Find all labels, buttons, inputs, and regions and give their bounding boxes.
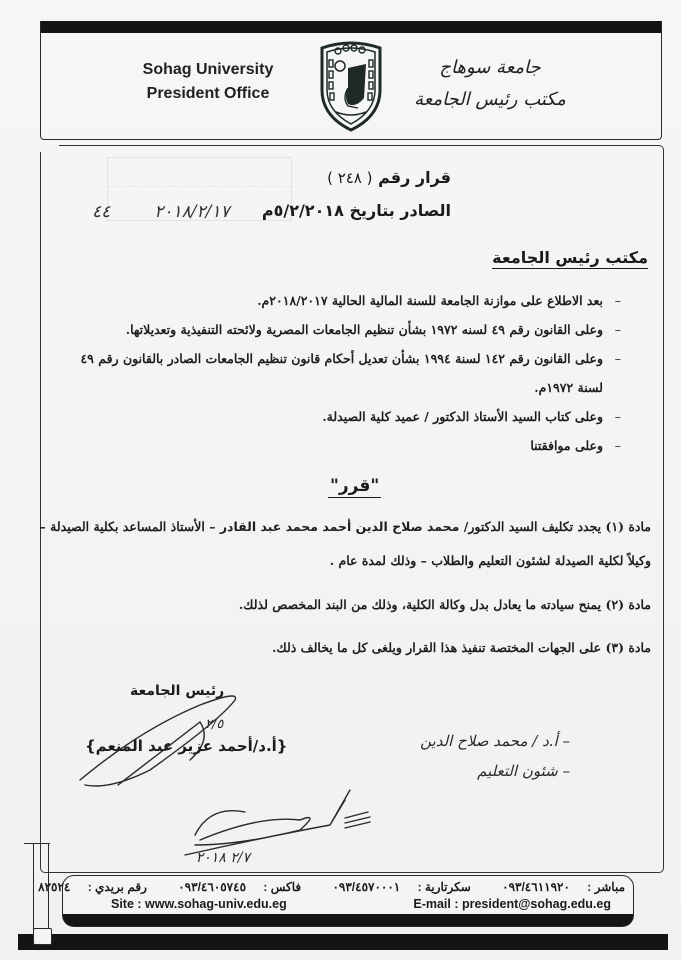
signer-title: رئيس الجامعة [130, 683, 225, 699]
article-2: مادة (٢) يمنح سيادته ما يعادل بدل وكالة الكلية، وذلك من البند المخصص لذلك. [238, 597, 651, 612]
contact-footer [38, 875, 634, 927]
article-1-suffix: – الأستاذ المساعد بكلية الصيدلة – وكيلاً لكلية الصيدلة لشئون التعليم والطلاب – وذلك لمدة عام . [39, 519, 651, 568]
signature-date-mark: ٢/٥ [205, 717, 224, 732]
second-signature-date: ٢/٧ ٢٠١٨ [195, 850, 250, 866]
issue-date-line [262, 201, 451, 220]
website-link[interactable]: Site : www.sohag-univ.edu.eg [111, 897, 287, 911]
preamble-item: – وعلى القانون رقم ١٤٢ لسنة ١٩٩٤ بشأن تعديل أحكام قانون تنظيم الجامعات الصادر بالقانون رقم ٤٩ لسنة ١٩٧٢م. [61, 344, 621, 402]
university-crest-icon [316, 38, 386, 132]
office-name-ar: مكتب رئيس الجامعة [414, 89, 566, 110]
university-name-ar: جامعة سوهاج [439, 57, 541, 78]
handwritten-note-line: – أ.د / محمد صلاح الدين [420, 732, 570, 750]
university-name-en: Sohag University [142, 61, 274, 78]
phone-line [38, 880, 625, 894]
handwritten-ref-date: ٢٠١٨/٢/١٧ [154, 202, 230, 222]
handwritten-reference [92, 202, 230, 222]
secretary-phone: سكرتارية : ٠٩٣/٤٥٧٠٠٠١ [332, 880, 471, 894]
preamble-list [61, 286, 621, 460]
letterhead-english [128, 58, 288, 106]
decision-title [327, 168, 451, 187]
handwritten-note [380, 726, 570, 786]
preamble-item: – وعلى كتاب السيد الأستاذ الدكتور / عميد كلية الصيدلة. [61, 402, 621, 431]
footer-bottom-bar [18, 934, 668, 950]
email-link[interactable]: E-mail : president@sohag.edu.eg [413, 897, 611, 911]
preamble-item: – بعد الاطلاع على موازنة الجامعة للسنة المالية الحالية ٢٠١٨/٢٠١٧م. [61, 286, 621, 315]
fax-number: فاكس : ٠٩٣/٤٦٠٥٧٤٥ [178, 880, 302, 894]
articles [31, 510, 651, 665]
article-3: مادة (٣) على الجهات المختصة تنفيذ هذا القرار ويلغى كل ما يخالف ذلك. [272, 640, 651, 655]
web-line [111, 897, 611, 911]
preamble-item: – وعلى القانون رقم ٤٩ لسنه ١٩٧٢ بشأن تنظيم الجامعات المصرية ولائحته التنفيذية وتعديلاتها. [61, 315, 621, 344]
decision-title-label: قرار رقم [378, 168, 451, 187]
handwritten-ref-code: ٤٤ [92, 202, 111, 222]
office-heading: مكتب رئيس الجامعة [492, 248, 648, 267]
handwritten-note-line: – شئون التعليم [477, 762, 570, 780]
postal-code: رقم بريدي : ٨٢٥٢٤ [38, 880, 147, 894]
footer-shade [63, 914, 633, 926]
decided-heading: "قرر" [330, 476, 380, 496]
footer-corner-box [33, 928, 52, 945]
issued-label: الصادر بتاريخ [349, 201, 451, 220]
issued-date: ٥/٢/٢٠١٨م [261, 201, 344, 220]
appointee-name: محمد صلاح الدين أحمد محمد عبد القادر [219, 519, 460, 534]
article-1 [31, 510, 651, 578]
letterhead-arabic [400, 52, 580, 116]
article-1-prefix: مادة (١) يجدد تكليف السيد الدكتور/ [463, 519, 651, 534]
preamble-item: – وعلى موافقتنا [61, 431, 621, 460]
direct-phone: مباشر : ٠٩٣/٤٦١١٩٢٠ [502, 880, 625, 894]
office-name-en: President Office [146, 85, 270, 102]
decision-number: ( ٢٤٨ ) [327, 169, 373, 187]
signer-name: {أ.د/أحمد عزيز عبد المنعم} [85, 737, 288, 755]
